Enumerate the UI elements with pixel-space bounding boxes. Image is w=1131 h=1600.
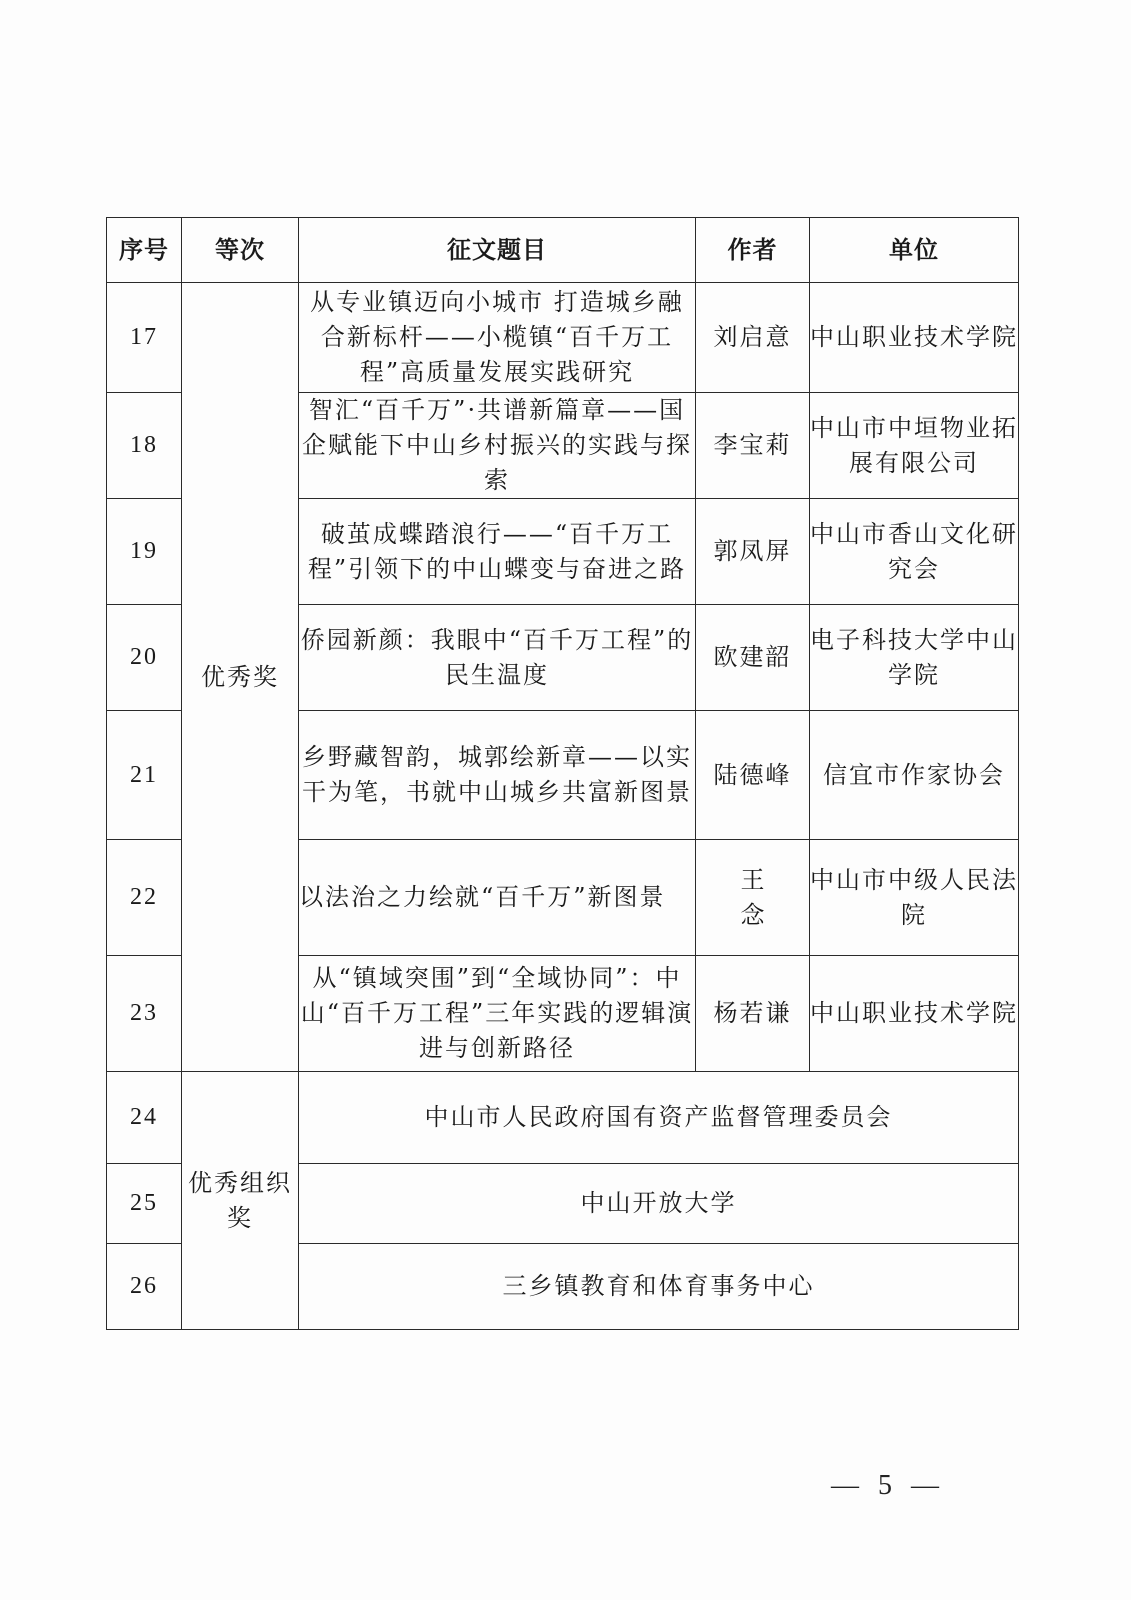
- row-author: 李宝莉: [696, 393, 810, 499]
- row-author: 郭凤屏: [696, 499, 810, 605]
- header-author: 作者: [696, 218, 810, 283]
- grade-excellent-org: 优秀组织奖: [182, 1072, 299, 1330]
- row-seq: 17: [107, 283, 182, 393]
- table-row: [107, 1072, 1019, 1164]
- award-table: [106, 217, 1019, 1330]
- header-grade: 等次: [182, 218, 299, 283]
- row-title: 以法治之力绘就“百千万”新图景: [299, 840, 696, 956]
- row-title: 侨园新颜：我眼中“百千万工程”的民生温度: [299, 605, 696, 711]
- row-org: 中山开放大学: [299, 1164, 1019, 1244]
- header-unit: 单位: [810, 218, 1019, 283]
- row-unit: 中山市香山文化研究会: [810, 499, 1019, 605]
- row-title: 智汇“百千万”·共谱新篇章——国企赋能下中山乡村振兴的实践与探索: [299, 393, 696, 499]
- row-org: 三乡镇教育和体育事务中心: [299, 1244, 1019, 1330]
- row-author: 欧建韶: [696, 605, 810, 711]
- row-unit: 中山职业技术学院: [810, 283, 1019, 393]
- row-unit: 中山市中垣物业拓展有限公司: [810, 393, 1019, 499]
- row-unit: 电子科技大学中山学院: [810, 605, 1019, 711]
- row-author: 陆德峰: [696, 711, 810, 840]
- row-title: 乡野藏智韵，城郭绘新章——以实干为笔，书就中山城乡共富新图景: [299, 711, 696, 840]
- row-title: 破茧成蝶踏浪行——“百千万工程”引领下的中山蝶变与奋进之路: [299, 499, 696, 605]
- row-seq: 22: [107, 840, 182, 956]
- row-seq: 23: [107, 956, 182, 1072]
- row-seq: 20: [107, 605, 182, 711]
- row-seq: 18: [107, 393, 182, 499]
- row-title: 从专业镇迈向小城市 打造城乡融合新标杆——小榄镇“百千万工程”高质量发展实践研究: [299, 283, 696, 393]
- page-number: — 5 —: [831, 1470, 945, 1501]
- row-seq: 26: [107, 1244, 182, 1330]
- row-author: 王念: [696, 840, 810, 956]
- row-seq: 24: [107, 1072, 182, 1164]
- row-seq: 19: [107, 499, 182, 605]
- table-row: [107, 283, 1019, 393]
- row-org: 中山市人民政府国有资产监督管理委员会: [299, 1072, 1019, 1164]
- row-author: 刘启意: [696, 283, 810, 393]
- row-seq: 21: [107, 711, 182, 840]
- table-header-row: [107, 218, 1019, 283]
- row-unit: 中山职业技术学院: [810, 956, 1019, 1072]
- grade-excellent: 优秀奖: [182, 283, 299, 1072]
- row-unit: 中山市中级人民法院: [810, 840, 1019, 956]
- header-title: 征文题目: [299, 218, 696, 283]
- row-title: 从“镇域突围”到“全域协同”：中山“百千万工程”三年实践的逻辑演进与创新路径: [299, 956, 696, 1072]
- row-seq: 25: [107, 1164, 182, 1244]
- header-seq: 序号: [107, 218, 182, 283]
- row-unit: 信宜市作家协会: [810, 711, 1019, 840]
- row-author: 杨若谦: [696, 956, 810, 1072]
